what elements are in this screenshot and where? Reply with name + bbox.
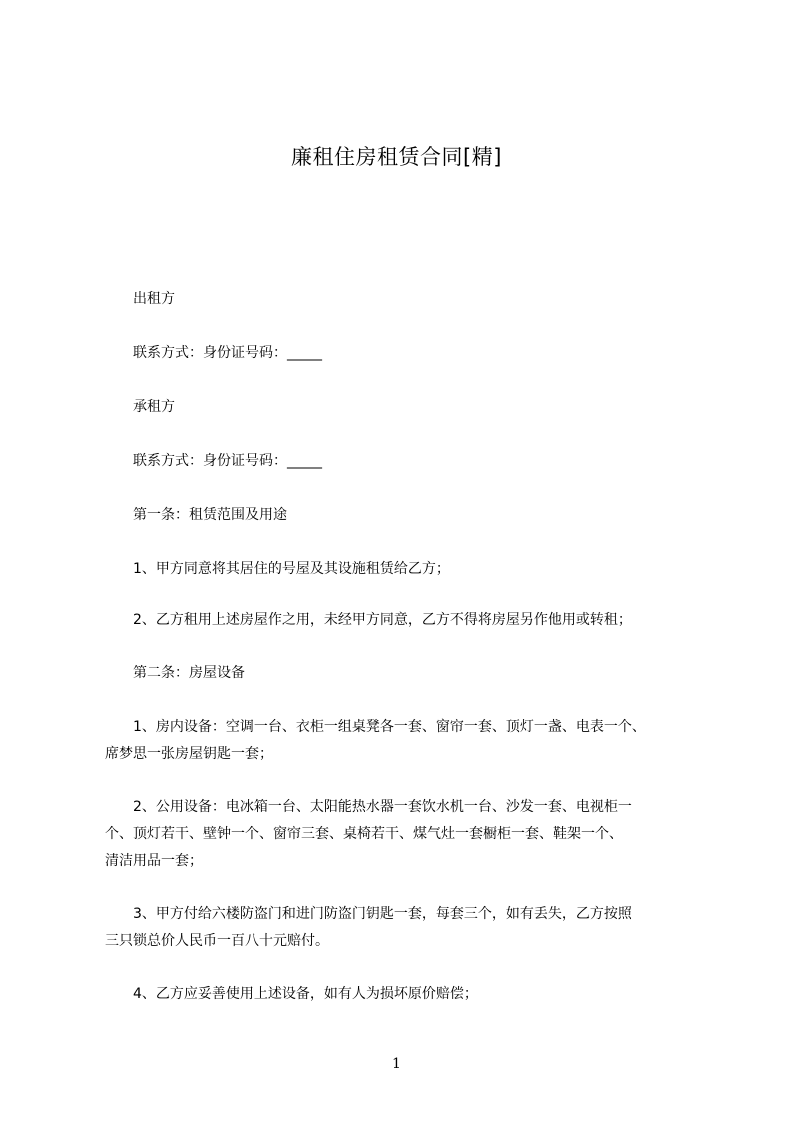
text-line: 联系方式：身份证号码：_____ — [105, 345, 322, 361]
text-line: 三只锁总价人民币一百八十元赔付。 — [105, 933, 329, 949]
paragraph-article-1-item-1 — [105, 556, 725, 583]
paragraph-article-2-item-1 — [105, 714, 725, 768]
text-line: 清洁用品一套； — [105, 853, 203, 869]
paragraph-article-2-item-4 — [105, 981, 725, 1008]
text-line: 出租方 — [105, 291, 175, 307]
document-title: 廉租住房租赁合同[精] — [291, 145, 502, 169]
text-line: 2、乙方租用上述房屋作之用，未经甲方同意，乙方不得将房屋另作他用或转租； — [105, 612, 632, 628]
text-line: 4、乙方应妥善使用上述设备，如有人为损坏原价赔偿； — [105, 986, 478, 1002]
paragraph-lessee — [105, 394, 725, 421]
paragraph-lessee-contact — [105, 448, 725, 475]
text-line: 承租方 — [105, 399, 175, 415]
paragraph-article-2-item-3 — [105, 901, 725, 955]
paragraph-article-1-item-2 — [105, 607, 725, 634]
paragraph-lessor-contact — [105, 340, 725, 367]
text-line: 联系方式：身份证号码：_____ — [105, 453, 322, 469]
text-line: 3、甲方付给六楼防盗门和进门防盗门钥匙一套，每套三个，如有丢失，乙方按照 — [105, 906, 632, 922]
text-line: 席梦思一张房屋钥匙一套； — [105, 746, 273, 762]
text-line: 1、房内设备：空调一台、衣柜一组桌凳各一套、窗帘一套、顶灯一盏、电表一个、 — [105, 719, 646, 735]
text-line: 第一条：租赁范围及用途 — [105, 507, 287, 523]
paragraph-article-2-item-2 — [105, 794, 725, 875]
paragraph-article-2-heading — [105, 660, 725, 687]
paragraph-article-1-heading — [105, 502, 725, 529]
text-line: 2、公用设备：电冰箱一台、太阳能热水器一套饮水机一台、沙发一套、电视柜一 — [105, 799, 632, 815]
text-line: 第二条：房屋设备 — [105, 665, 245, 681]
paragraph-lessor — [105, 286, 725, 313]
text-line: 1、甲方同意将其居住的号屋及其设施租赁给乙方； — [105, 561, 450, 577]
page-number: 1 — [392, 1056, 401, 1072]
text-line: 个、顶灯若干、壁钟一个、窗帘三套、桌椅若干、煤气灶一套橱柜一套、鞋架一个、 — [105, 826, 623, 842]
